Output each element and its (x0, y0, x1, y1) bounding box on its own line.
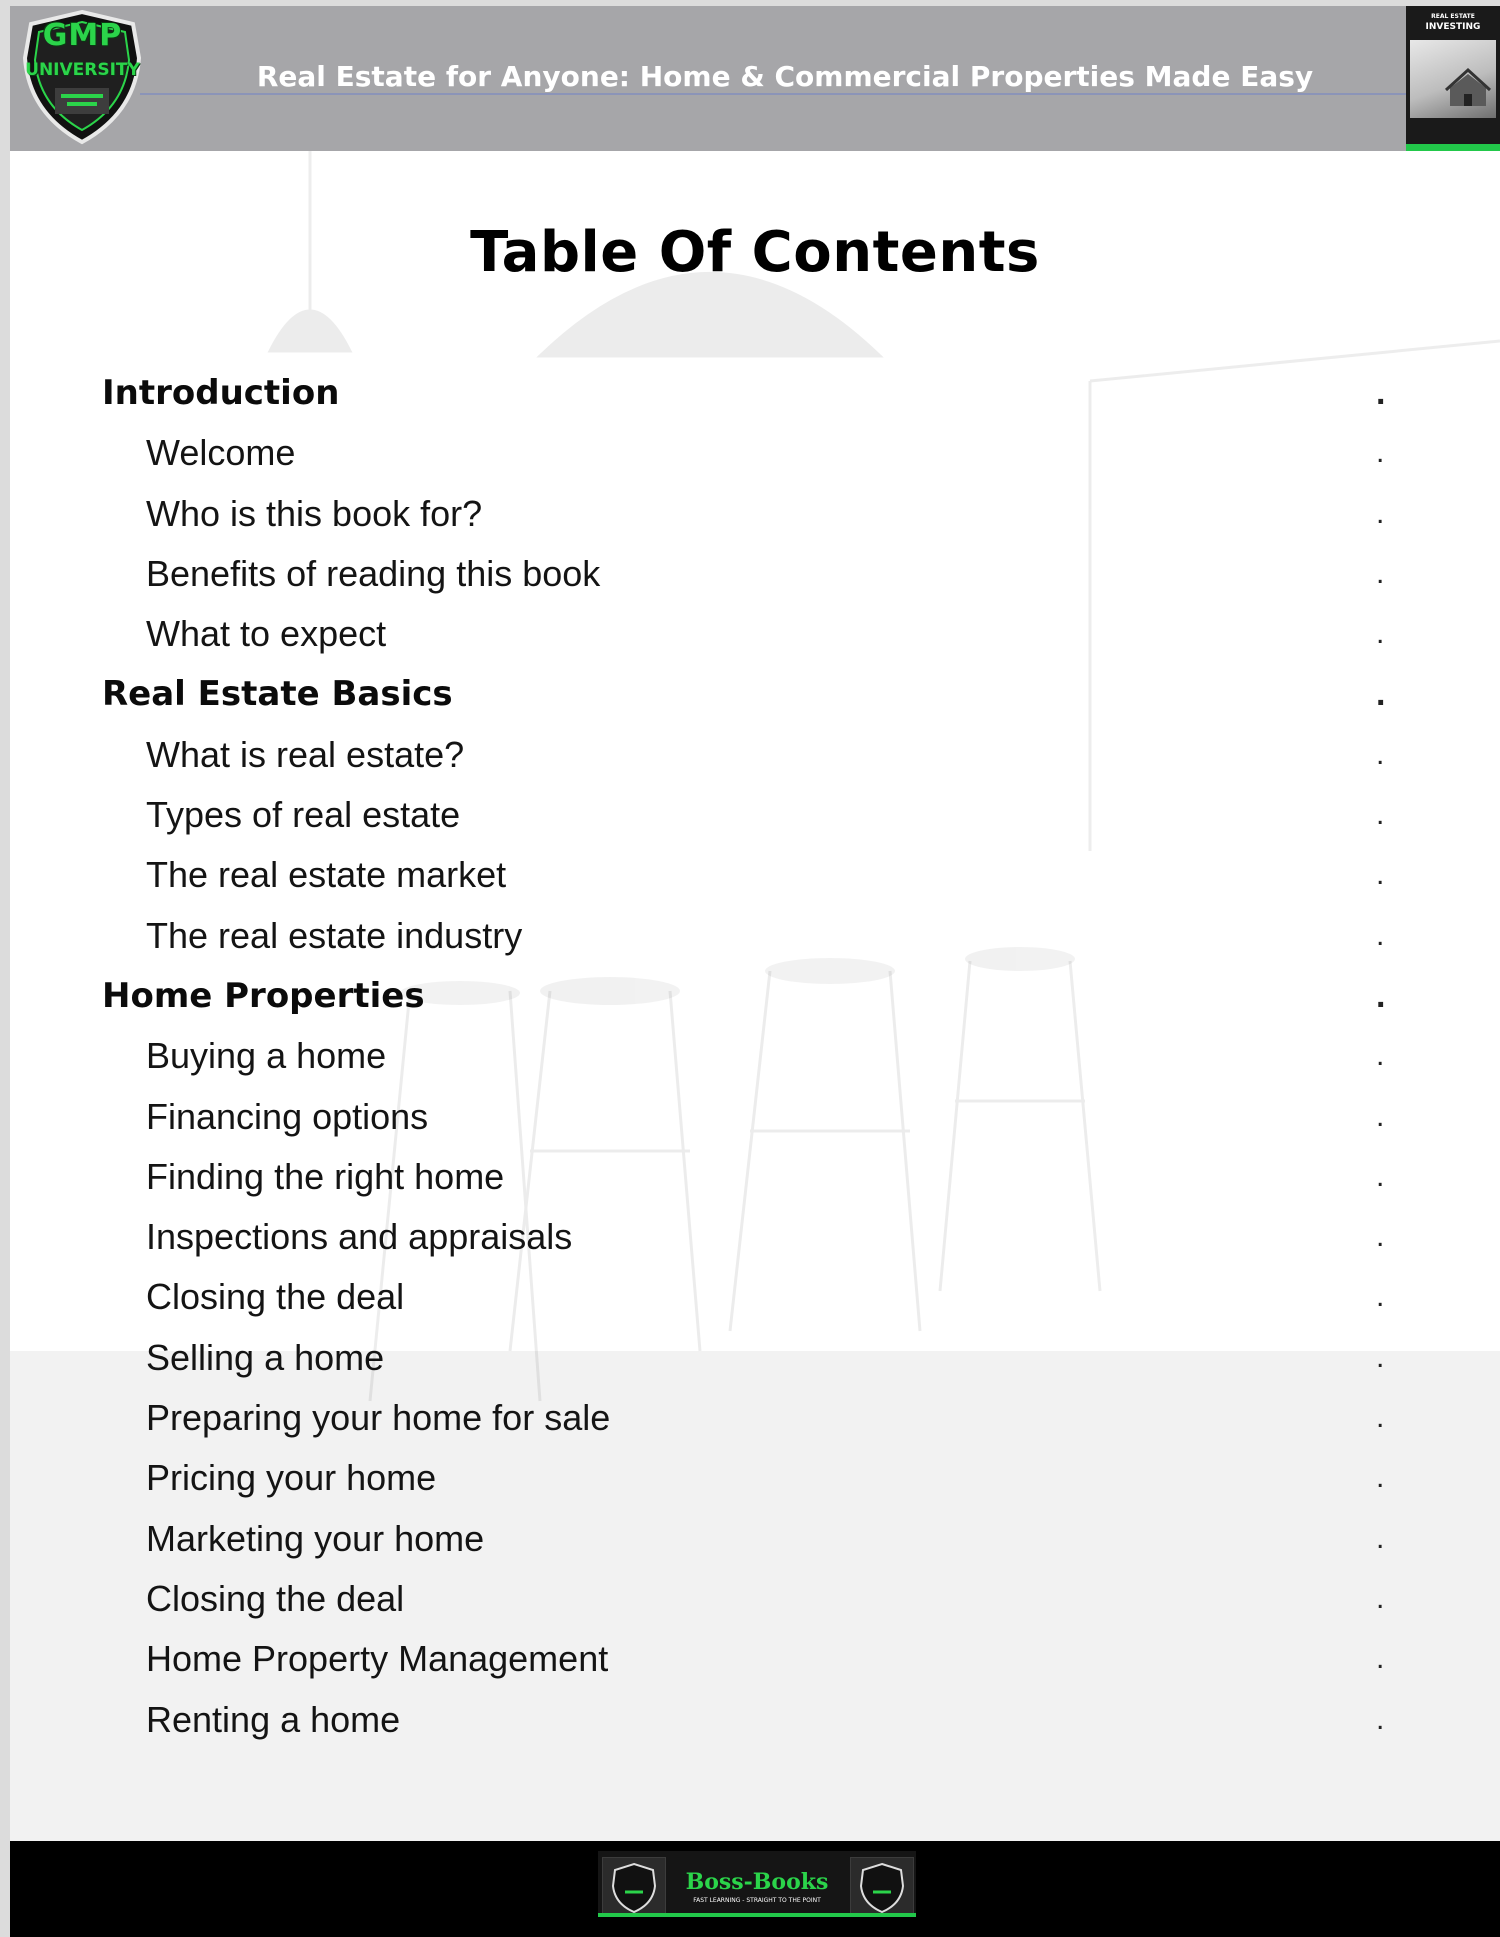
toc-item-row[interactable] (10, 547, 1500, 607)
toc-item-row[interactable] (10, 728, 1500, 788)
toc-page-leader: . (1376, 976, 1386, 1015)
toc-section-label: Introduction (102, 373, 340, 413)
toc-section-row[interactable] (10, 667, 1500, 727)
shield-icon (851, 1858, 913, 1916)
toc-item-label: Welcome (146, 432, 296, 474)
toc-item-row[interactable] (10, 1210, 1500, 1270)
footer-green-bar (598, 1913, 916, 1917)
toc-item-row[interactable] (10, 1270, 1500, 1330)
book-title: Real Estate for Anyone: Home & Commercial Properties Made Easy (256, 60, 1314, 93)
cover-title-line1: REAL ESTATE (1431, 13, 1475, 20)
footer-banner (598, 1851, 916, 1917)
gmp-university-logo (15, 8, 150, 146)
house-icon (1410, 40, 1496, 118)
toc-section-label: Real Estate Basics (102, 674, 453, 715)
toc-item-label: Home Property Management (146, 1638, 609, 1680)
toc-page-leader: . (1376, 1280, 1385, 1314)
toc-list (10, 366, 1500, 1753)
toc-section-label: Home Properties (102, 975, 425, 1016)
toc-page-leader: . (1376, 675, 1386, 714)
toc-page-leader: . (1376, 1401, 1385, 1435)
toc-page-leader: . (1376, 1642, 1385, 1676)
cover-green-bar (1406, 144, 1500, 151)
toc-item-row[interactable] (10, 1512, 1500, 1572)
toc-page-leader: . (1376, 1220, 1385, 1254)
toc-page-leader: . (1376, 496, 1385, 530)
toc-page-leader: . (1376, 374, 1386, 412)
toc-item-row[interactable] (10, 1029, 1500, 1089)
header-divider (140, 93, 1410, 95)
toc-item-label: Types of real estate (146, 794, 461, 836)
toc-item-row[interactable] (10, 848, 1500, 908)
document-page (10, 6, 1500, 1937)
toc-item-label: Inspections and appraisals (146, 1216, 573, 1258)
toc-page-leader: . (1376, 1461, 1385, 1495)
toc-page-leader: . (1376, 1340, 1385, 1374)
toc-item-label: Closing the deal (146, 1577, 405, 1619)
shield-icon (603, 1858, 665, 1916)
footer-logo-left (602, 1857, 666, 1917)
toc-page-leader: . (1376, 798, 1385, 832)
logo-university-text: UNIVERSITY (25, 60, 140, 80)
cover-title (1406, 12, 1500, 32)
toc-page-leader: . (1376, 1159, 1385, 1193)
toc-item-row[interactable] (10, 1632, 1500, 1692)
logo-gmp-text: GMP (42, 18, 123, 53)
footer-tagline: FAST LEARNING - STRAIGHT TO THE POINT (693, 1897, 821, 1904)
toc-heading: Table Of Contents (470, 220, 1040, 285)
toc-item-row[interactable] (10, 1693, 1500, 1753)
footer-bar (10, 1841, 1500, 1937)
toc-item-row[interactable] (10, 788, 1500, 848)
header-bar (10, 6, 1500, 151)
toc-page-leader: . (1376, 1521, 1385, 1555)
toc-item-label: Who is this book for? (146, 492, 483, 534)
toc-item-row[interactable] (10, 487, 1500, 547)
toc-item-label: What is real estate? (146, 733, 465, 775)
toc-item-row[interactable] (10, 1090, 1500, 1150)
toc-item-row[interactable] (10, 1331, 1500, 1391)
book-cover-thumbnail (1406, 6, 1500, 151)
toc-page-leader: . (1376, 1581, 1385, 1615)
cover-photo (1410, 40, 1496, 118)
toc-section-row[interactable] (10, 969, 1500, 1029)
toc-item-label: The real estate market (146, 854, 507, 896)
toc-item-label: Finding the right home (146, 1155, 505, 1197)
footer-logo-right (850, 1857, 914, 1917)
toc-page-leader: . (1376, 1702, 1385, 1736)
toc-item-label: Buying a home (146, 1035, 387, 1077)
footer-brand: Boss-Books (685, 1869, 829, 1895)
toc-item-row[interactable] (10, 1572, 1500, 1632)
toc-item-row[interactable] (10, 909, 1500, 969)
toc-page-leader: . (1376, 617, 1385, 651)
toc-item-row[interactable] (10, 426, 1500, 486)
toc-item-label: What to expect (146, 613, 387, 655)
toc-item-row[interactable] (10, 607, 1500, 667)
toc-item-label: Marketing your home (146, 1517, 485, 1559)
toc-item-label: Benefits of reading this book (146, 552, 601, 594)
toc-page-leader: . (1376, 918, 1385, 952)
cover-title-line2: INVESTING (1425, 22, 1481, 32)
toc-item-label: Preparing your home for sale (146, 1397, 611, 1439)
toc-item-label: Renting a home (146, 1698, 401, 1740)
toc-item-row[interactable] (10, 1451, 1500, 1511)
toc-item-row[interactable] (10, 1150, 1500, 1210)
toc-page-leader: . (1376, 737, 1385, 771)
toc-item-label: The real estate industry (146, 914, 523, 956)
toc-item-label: Pricing your home (146, 1457, 437, 1499)
toc-page-leader: . (1376, 1039, 1385, 1073)
toc-item-label: Selling a home (146, 1336, 385, 1378)
toc-page-leader: . (1376, 1099, 1385, 1133)
toc-page-leader: . (1376, 858, 1385, 892)
toc-section-row[interactable] (10, 366, 1500, 426)
toc-page-leader: . (1376, 556, 1385, 590)
toc-item-row[interactable] (10, 1391, 1500, 1451)
toc-item-label: Closing the deal (146, 1276, 405, 1318)
toc-page-leader: . (1376, 436, 1385, 470)
toc-item-label: Financing options (146, 1095, 429, 1137)
